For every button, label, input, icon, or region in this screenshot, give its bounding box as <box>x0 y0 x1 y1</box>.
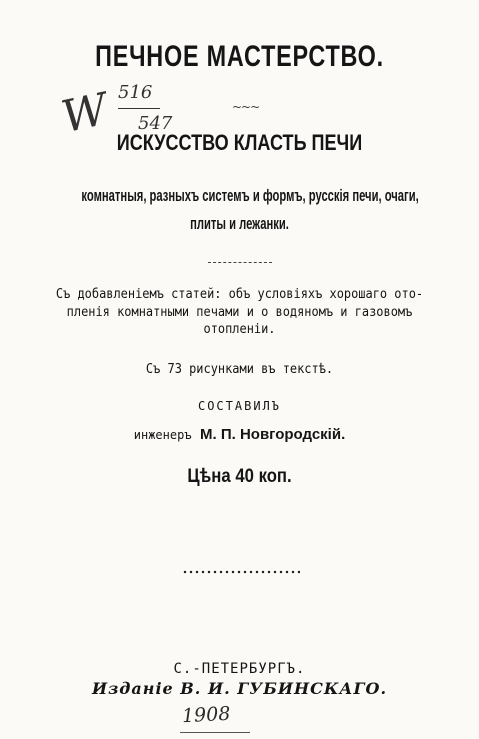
author-name: М. П. Новгородскій. <box>200 426 346 443</box>
handwritten-shelfmark-top: 516 <box>118 82 153 103</box>
price: Цѣна 40 коп. <box>187 466 292 487</box>
author-line <box>0 426 479 443</box>
handwritten-shelfmark-bottom: 547 <box>138 113 173 134</box>
dotted-ornament <box>182 566 300 578</box>
handwritten-year: 1908 <box>181 702 231 728</box>
book-title: ПЕЧНОЕ МАСТЕРСТВО. <box>95 40 384 73</box>
supplement-line-3: отопленіи. <box>203 322 276 337</box>
handwritten-year-underline <box>180 732 250 733</box>
compiled-label: СОСТАВИЛЪ <box>197 399 282 413</box>
author-role: инженеръ <box>133 428 192 442</box>
imprint-city: С.-ПЕТЕРБУРГЪ. <box>173 661 306 677</box>
section-divider <box>208 262 272 263</box>
wave-ornament: ~~~ <box>232 100 260 114</box>
description-line-2: плиты и лежанки. <box>190 214 289 233</box>
handwritten-mark: W <box>57 83 113 144</box>
figures-note: Съ 73 рисунками въ текстѣ. <box>145 362 334 377</box>
description-line-1: комнатныя, разныхъ системъ и формъ, русскія печи, очаги, <box>81 186 419 205</box>
supplement-line-2: пленія комнатными печами и о водяномъ и газовомъ <box>66 305 413 320</box>
imprint-publisher: Изданіе В. И. ГУБИНСКАГО. <box>91 679 388 698</box>
handwritten-shelfmark-divider <box>118 108 160 109</box>
supplement-line-1: Съ добавленіемъ статей: объ условіяхъ хорошаго ото- <box>55 287 424 302</box>
book-subtitle: ИСКУССТВО КЛАСТЬ ПЕЧИ <box>116 130 363 155</box>
